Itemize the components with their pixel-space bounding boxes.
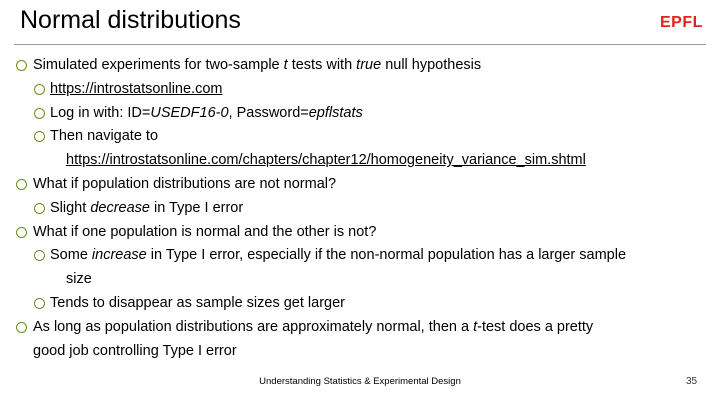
slide-content: [14, 54, 714, 363]
bullet-simulated-experiments: Simulated experiments for two-sample t tests with true null hypothesis: [14, 54, 714, 78]
circle-bullet-icon: [16, 179, 27, 190]
bullet-one-normal: What if one population is normal and the other is not?: [14, 221, 714, 245]
slide-title: Normal distributions: [20, 6, 241, 34]
bullet-some-increase: Some increase in Type I error, especially if the non-normal population has a larger sample size: [14, 244, 714, 292]
circle-bullet-icon: [34, 131, 45, 142]
bullet-not-normal: What if population distributions are not normal?: [14, 173, 714, 197]
bullet-approximately-normal: As long as population distributions are approximately normal, then a t-test does a pretty good job controlling Type I error: [14, 316, 714, 364]
title-divider: [14, 44, 706, 45]
simulation-page-link[interactable]: https://introstatsonline.com/chapters/chapter12/homogeneity_variance_sim.shtml: [66, 152, 586, 169]
bullet-slight-decrease: Slight decrease in Type I error: [14, 197, 714, 221]
circle-bullet-icon: [34, 108, 45, 119]
bullet-login: Log in with: ID=USEDF16-0, Password=epflstats: [14, 102, 714, 126]
circle-bullet-icon: [16, 60, 27, 71]
bullet-site-link: [14, 78, 714, 102]
circle-bullet-icon: [34, 298, 45, 309]
circle-bullet-icon: [34, 203, 45, 214]
circle-bullet-icon: [16, 322, 27, 333]
circle-bullet-icon: [34, 84, 45, 95]
bullet-navigate: Then navigate to https://introstatsonline.com/chapters/chapter12/homogeneity_variance_sim.shtml: [14, 125, 714, 173]
epfl-logo: EPFL: [660, 14, 703, 31]
page-number: 35: [686, 376, 698, 387]
slide-footer: Understanding Statistics & Experimental Design: [259, 376, 461, 387]
bullet-tends-to-disappear: Tends to disappear as sample sizes get larger: [14, 292, 714, 316]
circle-bullet-icon: [16, 227, 27, 238]
introstats-link[interactable]: https://introstatsonline.com: [50, 80, 223, 97]
circle-bullet-icon: [34, 250, 45, 261]
